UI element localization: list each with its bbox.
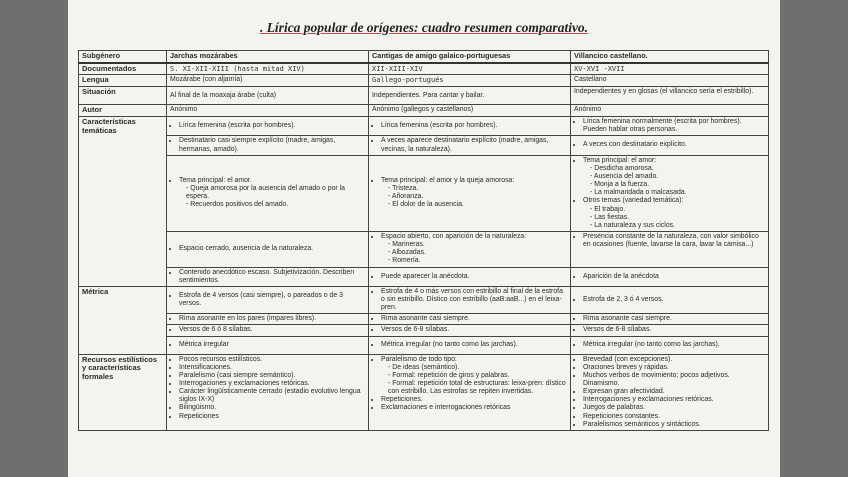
table-cell: • Estrofa de 4 o más versos con estribillo al final de la estrofa o sin estribillo. Dístico con estribillo (aaB:aaB...) en el leixa-pren.	[369, 286, 571, 313]
table-cell: • Lírica femenina (escrita por hombres).	[369, 117, 571, 136]
row-label: Características temáticas	[79, 117, 167, 287]
table-cell: • Métrica irregular (no tanto como las jarchas).	[571, 336, 769, 354]
table-row	[79, 314, 769, 325]
row-label: Recursos estilísticos y características formales	[79, 354, 167, 430]
table-cell: • A veces con destinatario explícito.	[571, 136, 769, 155]
table-row	[79, 75, 769, 87]
table-cell: XII-XIII-XIV	[369, 63, 571, 75]
table-row	[79, 354, 769, 430]
table-cell: • Estrofa de 4 versos (casi siempre), o pareados o de 3 versos.	[167, 286, 369, 313]
table-cell: • Estrofa de 2, 3 ó 4 versos.	[571, 286, 769, 313]
table-cell: Anónimo	[167, 105, 369, 117]
table-cell: • Puede aparecer la anécdota.	[369, 267, 571, 286]
table-cell: • Rima asonante casi siempre.	[571, 314, 769, 325]
table-row	[79, 105, 769, 117]
table-cell: • Contenido anecdótico escaso. Subjetivización. Describen sentimientos.	[167, 267, 369, 286]
table-row	[79, 267, 769, 286]
document-title: . Lírica popular de orígenes: cuadro resumen comparativo.	[259, 20, 589, 35]
header-cantigas: Cantigas de amigo galaico-portuguesas	[369, 51, 571, 63]
table-cell: • Rima asonante en los pares (impares libres).	[167, 314, 369, 325]
table-row	[79, 117, 769, 136]
table-cell: • Presencia constante de la naturaleza, con valor simbólico en ocasiones (fuente, lavarse la cara, lavar la camisa...)	[571, 231, 769, 267]
table-cell: • Brevedad (con excepciones). • Oraciones breves y rápidas. • Muchos verbos de movimiento; pocos adjetivos. Dinamismo. • Expresan gran afectividad. • Interrogaciones y exclamaciones retóricas. • Juegos de palabras. • Repeticiones constantes. • Paralelismos semánticos y sintácticos.	[571, 354, 769, 430]
row-label: Documentados	[79, 63, 167, 75]
table-row	[79, 231, 769, 267]
table-row	[79, 63, 769, 75]
row-label: Situación	[79, 87, 167, 105]
table-cell: • A veces aparece destinatario explícito (madre, amigas, vecinas, la naturaleza).	[369, 136, 571, 155]
table-cell: • Paralelismo de todo tipo: - De ideas (semántico). - Formal: repetición de giros y palabras. - Formal: repetición total de estructuras: leixa-pren: dístico con estribillo. Las estrofas se repiten invertidas. • Repeticiones. • Exclamaciones e interrogaciones retóricas	[369, 354, 571, 430]
header-jarchas: Jarchas mozárabes	[167, 51, 369, 63]
table-row	[79, 286, 769, 313]
table-cell: Gallego-portugués	[369, 75, 571, 87]
header-subgenero: Subgénero	[79, 51, 167, 63]
table-cell: • Lírica femenina (escrita por hombres).	[167, 117, 369, 136]
table-row	[79, 155, 769, 231]
header-villancico: Villancico castellano.	[571, 51, 769, 63]
table-cell: Al final de la moaxaja árabe (culta)	[167, 87, 369, 105]
table-cell: Anónimo (gallegos y castellanos)	[369, 105, 571, 117]
table-cell: Anónimo	[571, 105, 769, 117]
table-cell: • Tema principal: el amor y la queja amorosa: - Tristeza. - Añoranza. - El dolor de la ausencia.	[369, 155, 571, 231]
table-cell: • Tema principal: el amor: - Desdicha amorosa. - Ausencia del amado. - Monja a la fuerza. - La malmaridada o malcasada. • Otros temas (variedad temática): - El trabajo. - Las fiestas. - La naturaleza y sus ciclos.	[571, 155, 769, 231]
table-cell: • Lírica femenina normalmente (escrita por hombres). Pueden hablar otras personas.	[571, 117, 769, 136]
table-cell: Independientes y en glosas (el villancico sería el estribillo).	[571, 87, 769, 105]
table-row	[79, 336, 769, 354]
row-label: Lengua	[79, 75, 167, 87]
comparison-table	[78, 50, 769, 431]
table-cell: • Pocos recursos estilísticos. • Intensificaciones. • Paralelismo (casi siempre semántico). • Interrogaciones y exclamaciones retóricas. • Carácter lingüísticamente cerrado (estadio evolutivo lengua siglos IX-X) • Bilingüismo. • Repeticiones	[167, 354, 369, 430]
table-cell: • Aparición de la anécdota	[571, 267, 769, 286]
table-header-row	[79, 51, 769, 63]
table-cell: • Espacio abierto, con aparición de la naturaleza: - Marineras. - Albozadas. - Romería.	[369, 231, 571, 267]
table-cell: • Versos de 6-8 sílabas.	[369, 325, 571, 336]
table-cell: • Tema principal: el amor. - Queja amorosa por la ausencia del amado o por la espera. - Recuerdos positivos del amado.	[167, 155, 369, 231]
table-cell: XV-XVI -XVII	[571, 63, 769, 75]
document-page	[68, 0, 780, 477]
table-cell: Castellano	[571, 75, 769, 87]
table-row	[79, 325, 769, 336]
table-cell: S. XI-XII-XIII (hasta mitad XIV)	[167, 63, 369, 75]
table-row	[79, 136, 769, 155]
table-cell: • Métrica irregular (no tanto como las jarchas).	[369, 336, 571, 354]
table-cell: • Destinatario casi siempre explícito (madre, amigas, hermanas, amado).	[167, 136, 369, 155]
table-row	[79, 87, 769, 105]
table-cell: • Rima asonante casi siempre.	[369, 314, 571, 325]
row-label: Métrica	[79, 286, 167, 354]
table-cell: • Espacio cerrado, ausencia de la naturaleza.	[167, 231, 369, 267]
table-cell: • Versos de 6-8 sílabas.	[571, 325, 769, 336]
table-cell: Independientes. Para cantar y bailar.	[369, 87, 571, 105]
table-cell: Mozárabe (con aljamía)	[167, 75, 369, 87]
row-label: Autor	[79, 105, 167, 117]
table-cell: • Versos de 6 ó 8 sílabas.	[167, 325, 369, 336]
table-cell: • Métrica irregular	[167, 336, 369, 354]
